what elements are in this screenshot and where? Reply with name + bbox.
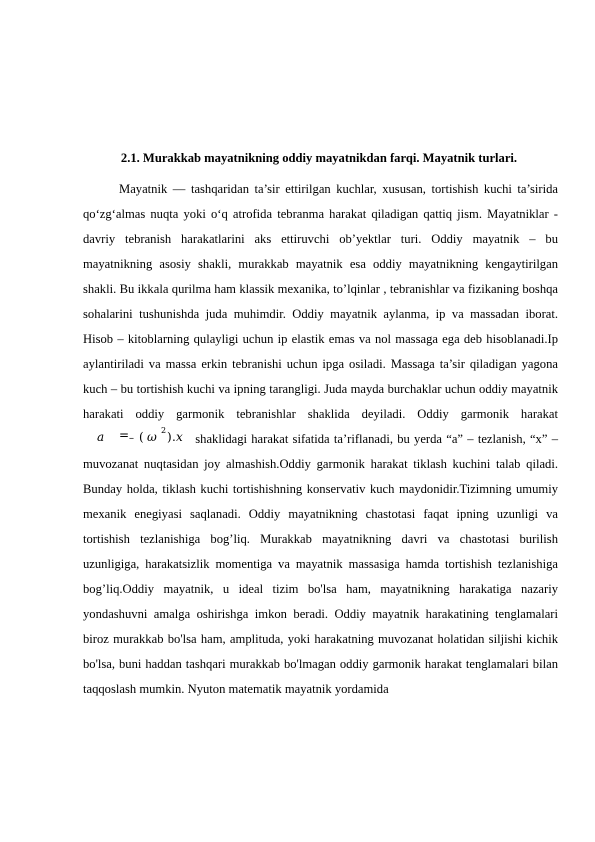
body-paragraph <box>83 177 558 702</box>
paragraph-text-part2: shaklidagi harakat sifatida ta’riflanadi, bu yerda “a” – tezlanish, “x” – muvozanat nuqtasidan joy almashish.Oddiy garmonik harakat tiklash kuchini talab qiladi. Bunday holda, tiklash kuchi tortishishning konservativ kuch maydonidir.Tizimning umumiy mexanik enegiyasi saqlanadi. Oddiy mayatnikning chastotasi faqat ipning uzunligi va tortishish tezlanishiga bog’liq. Murakkab mayatnikning davri va chastotasi burilish uzunligiga, harakatsizlik momentiga va mayatnik massasiga hamda tortishish tezlanishiga bog’liq.Oddiy mayatnik, u ideal tizim bo'lsa ham, mayatnikning harakatiga nazariy yondashuvni amalga oshirishga imkon beradi. Oddiy mayatnik harakatining tenglamalari biroz murakkab bo'lsa ham, amplituda, yoki harakatning muvozanat holatidan siljishi kichik bo'lsa, buni haddan tashqari murakkab bo'lmagan oddiy garmonik harakat tenglamalari bilan taqqoslash mumkin. Nyuton matematik mayatnik yordamida <box>83 432 558 696</box>
section-heading: 2.1. Murakkab mayatnikning oddiy mayatnikdan farqi. Mayatnik turlari. <box>120 151 518 165</box>
formula-exponent: 2 <box>161 426 167 435</box>
formula-equals: = <box>119 428 130 442</box>
formula-displacement: x <box>176 430 183 444</box>
formula-minus: – <box>129 433 134 444</box>
formula-dot: . <box>172 430 176 444</box>
formula-right-paren: ) <box>167 430 172 444</box>
paragraph-text-part1: Mayatnik — tashqaridan ta’sir ettirilgan kuchlar, xususan, tortishish kuchi ta’sirida qo‘zg‘almas nuqta yoki o‘q atrofida tebranma harakat qiladigan qattiq jism. Mayatniklar - davriy tebranish harakatlarini aks ettiruvchi ob’yektlar turi. Oddiy mayatnik – bu mayatnikning asosiy shakli, murakkab mayatnik esa oddiy mayatnikning kengaytirilgan shakli. Bu ikkala qurilma ham klassik mexanika, to’lqinlar , tebranishlar va fizikaning boshqa sohalarini tushunishda juda muhimdir. Oddiy mayatnik aylanma, ip va massadan iborat. Hisob – kitoblarning qulayligi uchun ip elastik emas va nol massaga ega deb hisoblanadi.Ip aylantiriladi va massa erkin tebranishi uchun ipga osiladi. Massaga ta’sir qiladigan yagona kuch – bu tortishish kuchi va ipning tarangligi. Juda mayda burchaklar uchun oddiy mayatnik harakati oddiy garmonik tebranishlar shaklida deyiladi. Oddiy garmonik harakat <box>83 182 558 421</box>
harmonic-motion-formula <box>83 427 191 447</box>
formula-left-paren: ( <box>139 430 144 444</box>
formula-omega: ω <box>147 430 157 444</box>
formula-acceleration: a <box>97 430 105 444</box>
